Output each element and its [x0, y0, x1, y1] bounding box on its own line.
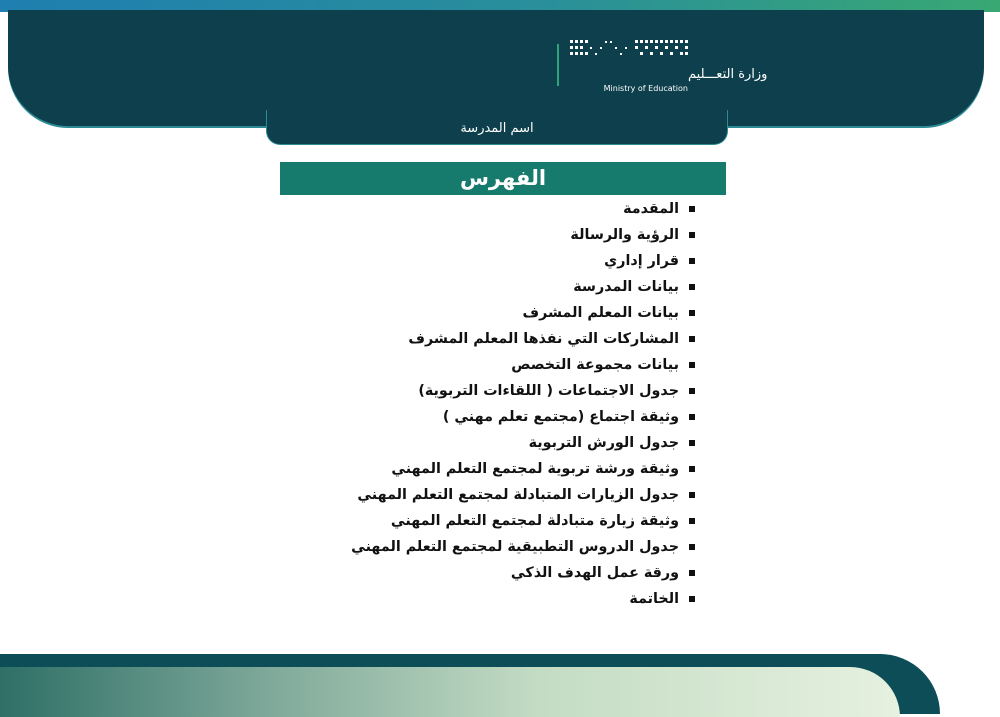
square-bullet-icon: [689, 466, 695, 472]
toc-item: الرؤية والرسالة: [351, 222, 695, 248]
square-bullet-icon: [689, 232, 695, 238]
toc-item: جدول الاجتماعات ( اللقاءات التربوية): [351, 378, 695, 404]
toc-item: بيانات المعلم المشرف: [351, 300, 695, 326]
toc-item: وثيقة زيارة متبادلة لمجتمع التعلم المهني: [351, 508, 695, 534]
square-bullet-icon: [689, 414, 695, 420]
square-bullet-icon: [689, 388, 695, 394]
toc-item: الخاتمة: [351, 586, 695, 612]
square-bullet-icon: [689, 492, 695, 498]
footer-gradient-band: [0, 667, 900, 717]
toc-item: المشاركات التي نفذها المعلم المشرف: [351, 326, 695, 352]
toc-item: بيانات المدرسة: [351, 274, 695, 300]
toc-item: ورقة عمل الهدف الذكي: [351, 560, 695, 586]
square-bullet-icon: [689, 518, 695, 524]
toc-item: وثيقة اجتماع (مجتمع تعلم مهني ): [351, 404, 695, 430]
toc-item: وثيقة ورشة تربوية لمجتمع التعلم المهني: [351, 456, 695, 482]
square-bullet-icon: [689, 206, 695, 212]
ministry-of-education-logo: [560, 38, 768, 98]
logo-divider: [557, 44, 559, 86]
square-bullet-icon: [689, 310, 695, 316]
logo-english-text: Ministry of Education: [603, 84, 688, 93]
index-title-bar: [280, 162, 726, 195]
toc-item: قرار إداري: [351, 248, 695, 274]
index-title: الفهرس: [459, 166, 547, 190]
school-name-label: اسم المدرسة: [460, 121, 534, 136]
toc-item: بيانات مجموعة التخصص: [351, 352, 695, 378]
toc-item: المقدمة: [351, 196, 695, 222]
square-bullet-icon: [689, 440, 695, 446]
square-bullet-icon: [689, 336, 695, 342]
square-bullet-icon: [689, 570, 695, 576]
square-bullet-icon: [689, 362, 695, 368]
toc-item: جدول الورش التربوية: [351, 430, 695, 456]
toc-item: جدول الدروس التطبيقية لمجتمع التعلم المهني: [351, 534, 695, 560]
header-banner: [8, 10, 984, 126]
square-bullet-icon: [689, 284, 695, 290]
square-bullet-icon: [689, 544, 695, 550]
school-name-tab: [266, 110, 728, 145]
logo-arabic-text: وزارة التعـــليم: [688, 67, 768, 82]
table-of-contents: [351, 196, 695, 612]
square-bullet-icon: [689, 596, 695, 602]
square-bullet-icon: [689, 258, 695, 264]
toc-item: جدول الزيارات المتبادلة لمجتمع التعلم المهني: [351, 482, 695, 508]
